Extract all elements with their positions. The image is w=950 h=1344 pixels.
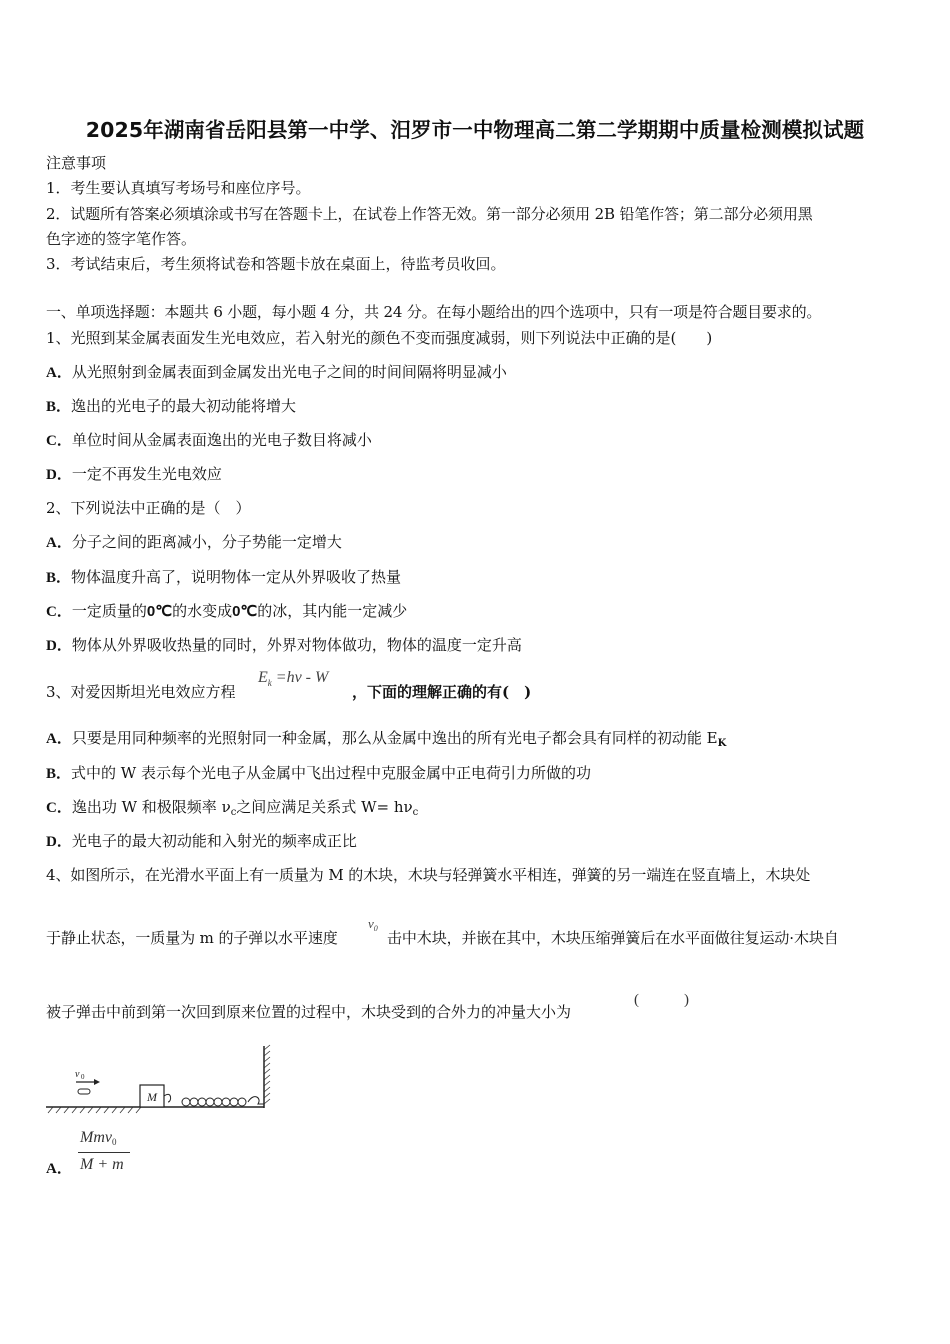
floor-hatching (48, 1107, 141, 1113)
velocity-arrowhead (94, 1079, 100, 1085)
section-heading: 一、单项选择题：本题共 6 小题，每小题 4 分，共 24 分。在每小题给出的四个选项中，只有一项是符合题目要求的。 (46, 303, 822, 321)
q2-option-a: A．分子之间的距离减小，分子势能一定增大 (46, 533, 342, 551)
answer-blank: ( ) (634, 992, 689, 1008)
spring-block-figure (44, 1044, 274, 1116)
spring (164, 1094, 264, 1106)
q3-option-a: A．只要是用同种频率的光照射同一种金属，那么从金属中逸出的所有光电子都会具有同样的初动能 $E_K$ (46, 729, 727, 749)
q1-option-c: C．单位时间从金属表面逸出的光电子数目将减小 (46, 431, 372, 449)
q3-option-c: C．逸出功 W 和极限频率 $\nu_c$之间应满足关系式 $W= h\nu_c$ (46, 798, 419, 818)
v0-symbol: $v_0$ (368, 916, 378, 933)
notice-item: 1．考生要认真填写考场号和座位序号。 (46, 179, 311, 197)
q4-option-a-denominator: M + m (80, 1156, 124, 1173)
fraction-bar (78, 1152, 130, 1153)
q3-option-d: D．光电子的最大初动能和入射光的频率成正比 (46, 832, 357, 850)
question-4-line-1: 4、如图所示，在光滑水平面上有一质量为 M 的木块，木块与轻弹簧水平相连，弹簧的另一端连在竖直墙上，木块处 (46, 866, 811, 884)
q4-option-a-numerator: Mmv0 (80, 1129, 117, 1147)
notice-item: 色字迹的签字笔作答。 (46, 230, 197, 248)
question-3-stem-end: ，下面的理解正确的有( ) (352, 683, 532, 701)
q2-option-b: B．物体温度升高了，说明物体一定从外界吸收了热量 (46, 568, 402, 586)
q3-option-b: B．式中的 W 表示每个光电子从金属中飞出过程中克服金属中正电荷引力所做的功 (46, 764, 591, 782)
page-title: 2025年湖南省岳阳县第一中学、汨罗市一中物理高二第二学期期中质量检测模拟试题 (85, 118, 865, 142)
q2-option-d: D．物体从外界吸收热量的同时，外界对物体做功，物体的温度一定升高 (46, 636, 522, 654)
bullet (78, 1089, 90, 1094)
question-4-line-3: 被子弹击中前到第一次回到原来位置的过程中，木块受到的合外力的冲量大小为 (46, 1003, 572, 1021)
q4-option-a-letter: A． (46, 1161, 72, 1177)
question-2-stem: 2、下列说法中正确的是（ ） (46, 499, 251, 517)
photoelectric-equation: $E_k =h\nu - W$ (258, 669, 329, 688)
wall-hatching (264, 1045, 270, 1104)
question-3-stem: 3、对爱因斯坦光电效应方程 (46, 683, 236, 701)
q1-option-b: B．逸出的光电子的最大初动能将增大 (46, 397, 297, 415)
velocity-label-sub: 0 (81, 1073, 85, 1081)
velocity-label: v (75, 1069, 80, 1080)
notice-item: 2．试题所有答案必须填涂或书写在答题卡上，在试卷上作答无效。第一部分必须用 2B 铅笔作答；第二部分必须用黑 (46, 205, 813, 223)
notice-item: 3．考试结束后，考生须将试卷和答题卡放在桌面上，待监考员收回。 (46, 255, 506, 273)
q1-option-d: D．一定不再发生光电效应 (46, 465, 222, 483)
question-4-line-2b: 击中木块，并嵌在其中，木块压缩弹簧后在水平面做往复运动·木块自 (387, 929, 839, 947)
question-1-stem: 1、光照到某金属表面发生光电效应，若入射光的颜色不变而强度减弱，则下列说法中正确的是( ) (46, 329, 713, 347)
block-label: M (147, 1090, 157, 1104)
q2-option-c: C．一定质量的0℃的水变成0℃的冰，其内能一定减少 (46, 602, 408, 620)
question-4-line-2a: 于静止状态，一质量为 m 的子弹以水平速度 (46, 929, 338, 947)
notice-heading: 注意事项 (46, 154, 107, 172)
q1-option-a: A．从光照射到金属表面到金属发出光电子之间的时间间隔将明显减小 (46, 363, 507, 381)
